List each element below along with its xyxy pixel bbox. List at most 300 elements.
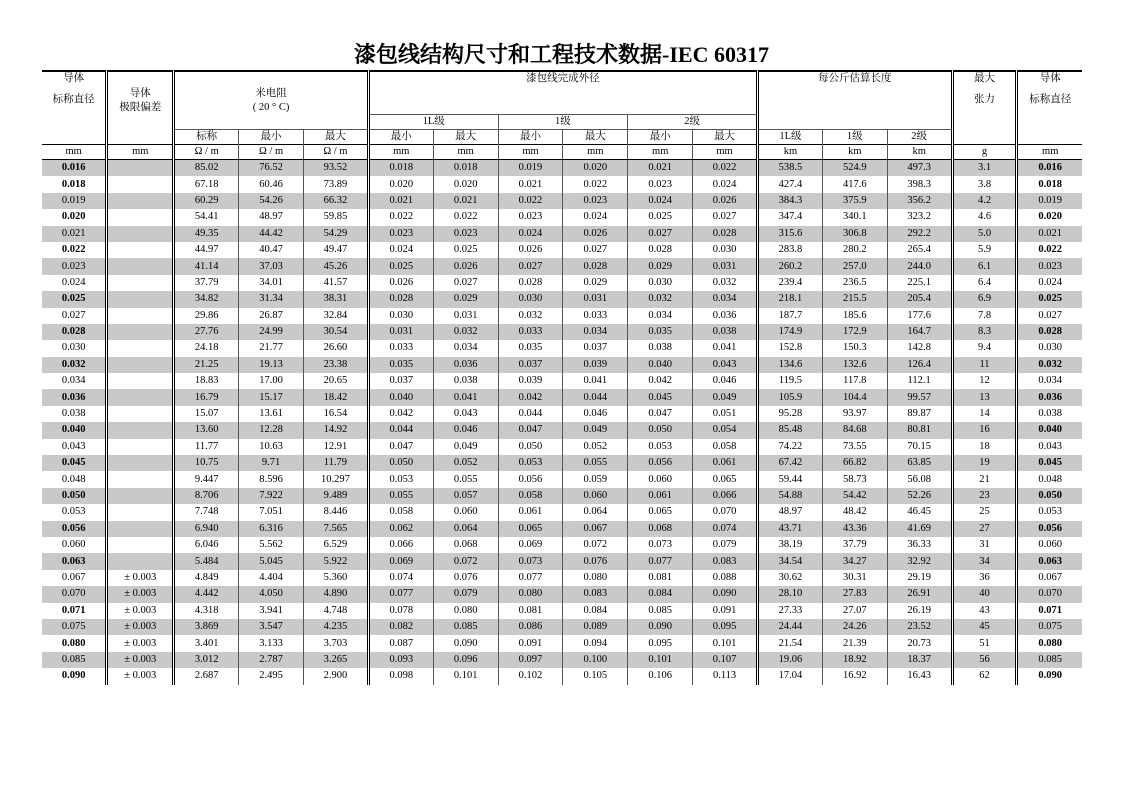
cell-2-min: 0.029 [628, 258, 693, 274]
cell-2-max: 0.101 [693, 635, 758, 651]
cell-resistance-max: 4.890 [303, 586, 368, 602]
header-res-max: 最大 [303, 130, 368, 145]
table-row [42, 586, 1082, 602]
page-title: 漆包线结构尺寸和工程技术数据-IEC 60317 [354, 42, 769, 67]
cell-1-min: 0.030 [498, 291, 563, 307]
cell-length-1L: 174.9 [758, 324, 823, 340]
cell-resistance-min: 24.99 [239, 324, 304, 340]
wire-data-table [42, 70, 1082, 685]
cell-2-min: 0.042 [628, 373, 693, 389]
header-1L-max: 最大 [433, 130, 498, 145]
cell-nominal-diameter: 0.021 [42, 226, 107, 242]
cell-length-2: 177.6 [887, 308, 952, 324]
cell-2-min: 0.056 [628, 455, 693, 471]
table-header [42, 71, 1082, 160]
table-row [42, 504, 1082, 520]
cell-resistance-min: 2.495 [239, 668, 304, 684]
cell-length-1: 84.68 [822, 422, 887, 438]
cell-max-tension: 27 [952, 521, 1017, 537]
cell-1-min: 0.027 [498, 258, 563, 274]
cell-max-tension: 62 [952, 668, 1017, 684]
cell-2-max: 0.091 [693, 603, 758, 619]
cell-resistance-nominal: 5.484 [174, 553, 239, 569]
cell-resistance-min: 44.42 [239, 226, 304, 242]
cell-resistance-max: 4.748 [303, 603, 368, 619]
cell-1L-min: 0.082 [368, 619, 433, 635]
cell-length-2: 164.7 [887, 324, 952, 340]
cell-resistance-max: 11.79 [303, 455, 368, 471]
cell-resistance-min: 60.46 [239, 176, 304, 192]
cell-nominal-diameter-right: 0.080 [1038, 637, 1063, 649]
cell-max-tension: 23 [952, 488, 1017, 504]
cell-length-2: 244.0 [887, 258, 952, 274]
cell-1L-max: 0.020 [433, 176, 498, 192]
cell-1L-min: 0.040 [368, 389, 433, 405]
cell-max-tension: 14 [952, 406, 1017, 422]
cell-max-tension: 45 [952, 619, 1017, 635]
header-resistance [174, 71, 369, 130]
header-grade-1L: 1L级 [368, 115, 498, 130]
cell-resistance-nominal: 85.02 [174, 160, 239, 177]
cell-resistance-nominal: 4.442 [174, 586, 239, 602]
unit-tension: g [952, 145, 1017, 160]
cell-length-2: 99.57 [887, 389, 952, 405]
cell-resistance-min: 4.050 [239, 586, 304, 602]
cell-2-max: 0.090 [693, 586, 758, 602]
cell-tolerance: ± 0.003 [107, 668, 174, 684]
cell-tolerance [107, 291, 174, 307]
cell-length-2: 16.43 [887, 668, 952, 684]
cell-resistance-min: 19.13 [239, 357, 304, 373]
cell-max-tension: 6.1 [952, 258, 1017, 274]
cell-resistance-min: 3.547 [239, 619, 304, 635]
table-row [42, 340, 1082, 356]
header-1-max: 最大 [563, 130, 628, 145]
cell-resistance-min: 10.63 [239, 439, 304, 455]
header-conductor-right: 导体 [1017, 71, 1082, 86]
cell-length-2: 497.3 [887, 160, 952, 177]
cell-resistance-min: 3.941 [239, 603, 304, 619]
cell-1-max: 0.039 [563, 357, 628, 373]
cell-1-max: 0.046 [563, 406, 628, 422]
cell-1-min: 0.080 [498, 586, 563, 602]
cell-max-tension: 6.4 [952, 275, 1017, 291]
cell-2-max: 0.049 [693, 389, 758, 405]
header-1-min: 最小 [498, 130, 563, 145]
cell-tolerance [107, 324, 174, 340]
header-nominal-diameter-right: 标称直径 [1029, 94, 1072, 106]
cell-length-2: 32.92 [887, 553, 952, 569]
cell-1L-min: 0.025 [368, 258, 433, 274]
cell-nominal-diameter: 0.063 [42, 553, 107, 569]
cell-nominal-diameter: 0.043 [42, 439, 107, 455]
cell-2-min: 0.084 [628, 586, 693, 602]
unit-od-2: mm [433, 145, 498, 160]
table-row [42, 439, 1082, 455]
cell-length-2: 46.45 [887, 504, 952, 520]
cell-2-min: 0.081 [628, 570, 693, 586]
cell-resistance-max: 26.60 [303, 340, 368, 356]
cell-1L-min: 0.042 [389, 408, 414, 420]
cell-nominal-diameter-right: 0.021 [1017, 226, 1082, 242]
cell-2-max: 0.031 [693, 258, 758, 274]
table-row [42, 357, 1082, 373]
cell-length-2: 41.69 [887, 521, 952, 537]
cell-length-1: 16.92 [822, 668, 887, 684]
cell-2-max: 0.058 [693, 439, 758, 455]
cell-nominal-diameter: 0.038 [42, 406, 107, 422]
cell-resistance-nominal: 27.76 [174, 324, 239, 340]
cell-2-max: 0.051 [693, 406, 758, 422]
cell-resistance-max: 16.54 [303, 406, 368, 422]
cell-length-1: 30.31 [822, 570, 887, 586]
cell-nominal-diameter-right: 0.020 [1038, 211, 1063, 223]
cell-resistance-min: 5.562 [239, 537, 304, 553]
cell-max-tension: 36 [952, 570, 1017, 586]
cell-max-tension: 4.2 [952, 193, 1017, 209]
cell-1L-min: 0.026 [389, 276, 414, 288]
cell-length-2: 52.26 [887, 488, 952, 504]
cell-resistance-nominal: 44.97 [194, 244, 219, 256]
cell-length-2: 26.19 [887, 603, 952, 619]
header-grade-1: 1级 [498, 115, 628, 130]
cell-resistance-max: 38.31 [303, 291, 368, 307]
header-len-1: 1级 [822, 130, 887, 145]
table-row [42, 373, 1082, 389]
table-row [42, 209, 1082, 225]
cell-nominal-diameter: 0.022 [42, 242, 107, 258]
cell-max-tension: 6.9 [952, 291, 1017, 307]
cell-tolerance [107, 471, 174, 487]
cell-1L-max: 0.049 [433, 439, 498, 455]
cell-resistance-max: 23.38 [303, 357, 368, 373]
cell-1L-min: 0.030 [389, 309, 414, 321]
cell-tolerance: ± 0.003 [107, 603, 174, 619]
cell-1-max: 0.105 [563, 668, 628, 684]
cell-1L-min: 0.035 [368, 357, 433, 373]
cell-resistance-nominal: 24.18 [194, 342, 219, 354]
cell-resistance-nominal: 34.82 [174, 291, 239, 307]
table-row [42, 619, 1082, 635]
cell-nominal-diameter-right: 0.016 [1017, 160, 1082, 177]
cell-1-max: 0.072 [563, 537, 628, 553]
cell-resistance-max: 5.922 [303, 553, 368, 569]
cell-resistance-nominal: 4.318 [194, 604, 219, 616]
cell-resistance-min: 4.404 [239, 570, 304, 586]
cell-2-min: 0.090 [628, 619, 693, 635]
header-tolerance-line1: 导体 [129, 87, 151, 99]
cell-resistance-max: 3.265 [303, 652, 368, 668]
cell-resistance-max: 18.42 [303, 389, 368, 405]
cell-1L-max: 0.090 [433, 635, 498, 651]
cell-max-tension: 3.8 [952, 176, 1017, 192]
cell-length-2: 26.91 [887, 586, 952, 602]
cell-nominal-diameter-right: 0.025 [1017, 291, 1082, 307]
cell-resistance-max: 10.297 [303, 471, 368, 487]
cell-length-1: 73.55 [822, 439, 887, 455]
cell-length-1: 215.5 [822, 291, 887, 307]
cell-length-1L: 38.19 [778, 539, 803, 551]
cell-2-min: 0.053 [628, 439, 693, 455]
cell-tolerance [107, 242, 174, 258]
cell-nominal-diameter-right: 0.053 [1038, 506, 1063, 518]
table-row [42, 308, 1082, 324]
cell-length-1L: 283.8 [778, 244, 803, 256]
cell-resistance-nominal: 54.41 [194, 211, 219, 223]
cell-1-max: 0.052 [563, 439, 628, 455]
cell-length-1L: 19.06 [758, 652, 823, 668]
table-row [42, 635, 1082, 651]
cell-1L-min: 0.069 [368, 553, 433, 569]
cell-1-min: 0.091 [498, 635, 563, 651]
cell-max-tension: 3.1 [952, 160, 1017, 177]
cell-resistance-min: 26.87 [239, 308, 304, 324]
unit-od-3: mm [498, 145, 563, 160]
cell-1L-max: 0.101 [433, 668, 498, 684]
cell-1-max: 0.034 [563, 324, 628, 340]
cell-nominal-diameter-right: 0.027 [1038, 309, 1063, 321]
cell-resistance-max: 5.360 [303, 570, 368, 586]
cell-2-max: 0.046 [693, 373, 758, 389]
cell-1-min: 0.037 [498, 357, 563, 373]
cell-1-max: 0.041 [563, 373, 628, 389]
units-row [42, 145, 1082, 160]
cell-max-tension: 12 [952, 373, 1017, 389]
cell-resistance-max: 45.26 [303, 258, 368, 274]
cell-resistance-min: 21.77 [239, 340, 304, 356]
cell-1L-min: 0.098 [389, 670, 414, 682]
header-resistance-line2: ( 20 ° C) [252, 101, 290, 113]
cell-length-1: 172.9 [822, 324, 887, 340]
cell-max-tension: 13 [952, 389, 1017, 405]
cell-2-max: 0.030 [693, 242, 758, 258]
cell-1L-max: 0.060 [433, 504, 498, 520]
table-row [42, 258, 1082, 274]
cell-nominal-diameter: 0.060 [42, 537, 107, 553]
cell-2-min: 0.045 [628, 389, 693, 405]
cell-1L-min: 0.018 [368, 160, 433, 177]
cell-2-max: 0.107 [693, 652, 758, 668]
header-tolerance [107, 71, 174, 130]
cell-length-1L: 48.97 [778, 506, 803, 518]
table-row [42, 176, 1082, 192]
cell-length-1: 27.83 [822, 586, 887, 602]
header-res-min: 最小 [239, 130, 304, 145]
cell-length-1: 375.9 [822, 193, 887, 209]
cell-1L-max: 0.076 [433, 570, 498, 586]
cell-nominal-diameter-right: 0.023 [1017, 258, 1082, 274]
cell-length-1L: 218.1 [758, 291, 823, 307]
cell-2-max: 0.024 [693, 176, 758, 192]
cell-2-max: 0.088 [693, 570, 758, 586]
cell-tolerance [107, 258, 174, 274]
cell-1-min: 0.042 [498, 389, 563, 405]
cell-resistance-nominal: 11.77 [195, 440, 219, 452]
cell-resistance-nominal: 2.687 [194, 670, 219, 682]
cell-length-2: 356.2 [887, 193, 952, 209]
cell-2-min: 0.073 [628, 537, 693, 553]
cell-2-max: 0.066 [693, 488, 758, 504]
header-length-per-kg: 每公斤估算长度 [758, 71, 953, 130]
cell-2-min: 0.085 [628, 603, 693, 619]
cell-length-1: 150.3 [822, 340, 887, 356]
cell-length-1L: 28.10 [758, 586, 823, 602]
cell-tolerance [107, 340, 174, 356]
table-row [42, 275, 1082, 291]
cell-1L-max: 0.043 [433, 406, 498, 422]
cell-length-2: 36.33 [887, 537, 952, 553]
header-len-2: 2级 [887, 130, 952, 145]
cell-tolerance: ± 0.003 [107, 635, 174, 651]
header-outer-diameter: 漆包线完成外径 [368, 71, 757, 86]
cell-max-tension: 5.9 [952, 242, 1017, 258]
cell-resistance-max: 9.489 [303, 488, 368, 504]
cell-length-1: 93.97 [822, 406, 887, 422]
unit-len-1: km [758, 145, 823, 160]
cell-1-min: 0.039 [498, 373, 563, 389]
cell-2-max: 0.043 [693, 357, 758, 373]
cell-1-min: 0.081 [498, 603, 563, 619]
cell-nominal-diameter-right: 0.024 [1038, 276, 1063, 288]
unit-od-5: mm [628, 145, 693, 160]
cell-resistance-max: 12.91 [303, 439, 368, 455]
cell-1-max: 0.028 [563, 258, 628, 274]
unit-od-4: mm [563, 145, 628, 160]
cell-max-tension: 11 [952, 357, 1017, 373]
cell-2-max: 0.065 [693, 471, 758, 487]
cell-resistance-min: 7.922 [239, 488, 304, 504]
cell-2-max: 0.061 [693, 455, 758, 471]
cell-resistance-nominal: 60.29 [174, 193, 239, 209]
cell-resistance-nominal: 10.75 [174, 455, 239, 471]
cell-nominal-diameter-right: 0.063 [1017, 553, 1082, 569]
cell-length-2: 292.2 [887, 226, 952, 242]
cell-tolerance [107, 439, 174, 455]
cell-2-min: 0.047 [628, 406, 693, 422]
cell-nominal-diameter-right: 0.043 [1038, 440, 1063, 452]
cell-length-1: 306.8 [822, 226, 887, 242]
cell-2-max: 0.083 [693, 553, 758, 569]
cell-length-2: 265.4 [887, 242, 952, 258]
cell-resistance-max: 49.47 [303, 242, 368, 258]
cell-nominal-diameter-right: 0.018 [1038, 178, 1063, 190]
cell-nominal-diameter-right: 0.060 [1038, 539, 1063, 551]
cell-length-1L: 17.04 [778, 670, 803, 682]
cell-2-max: 0.054 [693, 422, 758, 438]
unit-od-1: mm [368, 145, 433, 160]
cell-length-2: 205.4 [887, 291, 952, 307]
cell-1L-max: 0.022 [433, 209, 498, 225]
cell-tolerance [107, 455, 174, 471]
cell-resistance-min: 54.26 [239, 193, 304, 209]
cell-1L-max: 0.072 [433, 553, 498, 569]
cell-max-tension: 18 [952, 439, 1017, 455]
cell-resistance-min: 8.596 [239, 471, 304, 487]
cell-2-max: 0.032 [693, 275, 758, 291]
table-row [42, 422, 1082, 438]
cell-nominal-diameter-right: 0.067 [1038, 571, 1063, 583]
cell-2-min: 0.024 [628, 193, 693, 209]
cell-2-min: 0.023 [628, 176, 693, 192]
cell-1-max: 0.031 [563, 291, 628, 307]
cell-length-2: 112.1 [887, 373, 952, 389]
cell-2-min: 0.021 [628, 160, 693, 177]
cell-1L-min: 0.078 [389, 604, 414, 616]
cell-1L-min: 0.062 [368, 521, 433, 537]
cell-length-1L: 105.9 [758, 389, 823, 405]
cell-length-1: 417.6 [822, 176, 887, 192]
cell-1-min: 0.047 [498, 422, 563, 438]
cell-2-min: 0.028 [628, 242, 693, 258]
cell-tolerance: ± 0.003 [107, 570, 174, 586]
cell-length-1L: 260.2 [758, 258, 823, 274]
cell-length-1L: 119.5 [778, 375, 803, 387]
cell-resistance-nominal: 41.14 [174, 258, 239, 274]
cell-2-min: 0.032 [628, 291, 693, 307]
cell-2-max: 0.095 [693, 619, 758, 635]
cell-1-min: 0.035 [498, 340, 563, 356]
cell-length-1: 257.0 [822, 258, 887, 274]
cell-length-2: 142.8 [887, 340, 952, 356]
cell-2-max: 0.036 [693, 308, 758, 324]
cell-1L-max: 0.032 [433, 324, 498, 340]
cell-tolerance [107, 160, 174, 177]
table-row [42, 553, 1082, 569]
cell-resistance-max: 3.703 [303, 635, 368, 651]
cell-resistance-min: 7.051 [239, 504, 304, 520]
cell-1L-min: 0.087 [389, 637, 414, 649]
cell-1L-min: 0.044 [368, 422, 433, 438]
cell-1L-max: 0.026 [433, 258, 498, 274]
cell-resistance-max: 4.235 [303, 619, 368, 635]
cell-length-1L: 384.3 [758, 193, 823, 209]
cell-nominal-diameter-right: 0.071 [1038, 604, 1063, 616]
cell-resistance-max: 2.900 [303, 668, 368, 684]
cell-nominal-diameter: 0.028 [42, 324, 107, 340]
cell-1L-min: 0.077 [368, 586, 433, 602]
cell-length-1L: 427.4 [778, 178, 803, 190]
cell-1L-min: 0.028 [368, 291, 433, 307]
cell-resistance-max: 32.84 [303, 308, 368, 324]
cell-length-1L: 43.71 [758, 521, 823, 537]
cell-1L-min: 0.047 [389, 440, 414, 452]
cell-nominal-diameter-right: 0.048 [1038, 473, 1063, 485]
cell-resistance-max: 54.29 [303, 226, 368, 242]
cell-1-min: 0.050 [498, 439, 563, 455]
cell-1-min: 0.097 [498, 652, 563, 668]
table-row [42, 226, 1082, 242]
table-row [42, 324, 1082, 340]
table-row [42, 537, 1082, 553]
cell-tolerance [107, 389, 174, 405]
cell-length-1: 21.39 [822, 635, 887, 651]
cell-1-min: 0.086 [498, 619, 563, 635]
cell-length-1: 18.92 [822, 652, 887, 668]
cell-2-min: 0.034 [628, 308, 693, 324]
table-row [42, 242, 1082, 258]
cell-length-1L: 134.6 [758, 357, 823, 373]
cell-resistance-nominal: 16.79 [174, 389, 239, 405]
cell-resistance-min: 17.00 [239, 373, 304, 389]
cell-nominal-diameter-right: 0.090 [1038, 670, 1063, 682]
cell-resistance-min: 37.03 [239, 258, 304, 274]
cell-nominal-diameter-right: 0.070 [1017, 586, 1082, 602]
cell-length-1: 524.9 [822, 160, 887, 177]
cell-1-max: 0.022 [563, 176, 628, 192]
cell-max-tension: 5.0 [952, 226, 1017, 242]
cell-nominal-diameter: 0.040 [42, 422, 107, 438]
cell-1-max: 0.064 [563, 504, 628, 520]
